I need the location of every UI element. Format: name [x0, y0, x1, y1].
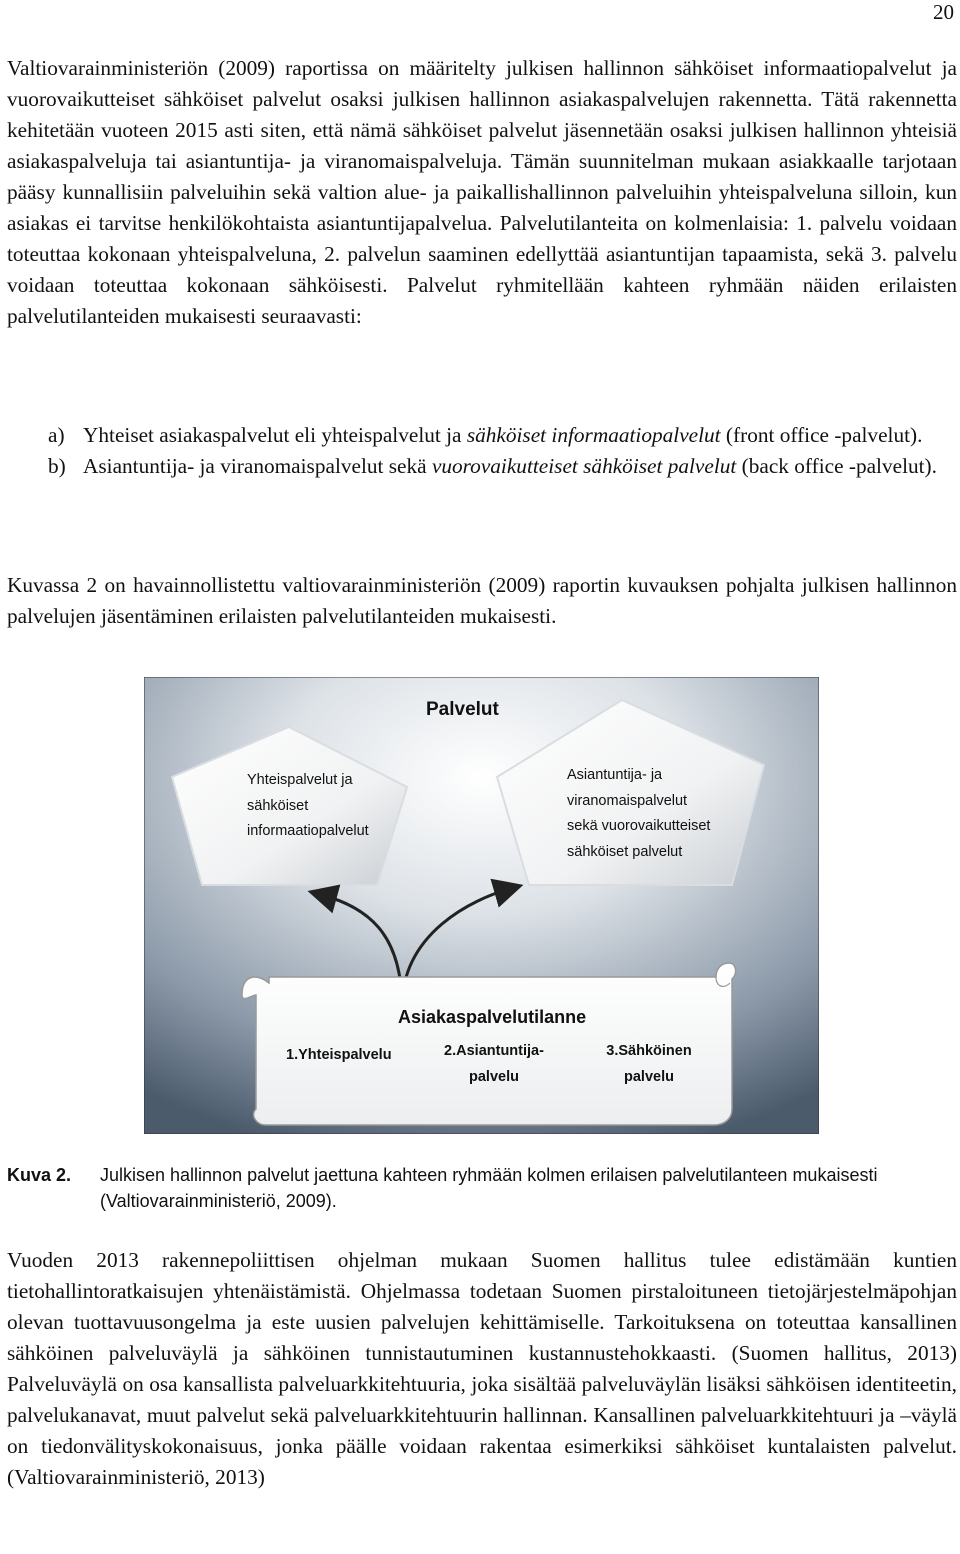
list-item-text: Yhteiset asiakaspalvelut eli yhteispalvelut ja [83, 423, 467, 447]
list-item-text-end: (back office -palvelut). [736, 454, 937, 478]
paragraph-intro: Valtiovarainministeriön (2009) raportissa on määritelty julkisen hallinnon sähköiset informaatiopalvelut ja vuorovaikutteiset sähköiset palvelut osaksi julkisen hallinnon asiakaspalvelujen rakennetta. Tätä rakennetta kehitetään vuoteen 2015 asti siten, että nämä sähköiset palvelut jäsennetään osaksi julkisen hallinnon yhteisiä asiakaspalveluja tai asiantuntija- ja viranomaispalveluja. Tämän suunnitelman mukaan asiakkaalle tarjotaan pääsy kunnallisiin palveluihin sekä valtion alue- ja paikallishallinnon palveluihin yhteispalveluna silloin, kun asiakas ei tarvitse henkilökohtaista asiantuntijapalvelua. Palvelutilanteita on kolmenlaisia: 1. palvelu voidaan toteuttaa kokonaan yhteispalveluna, 2. palvelun saaminen edellyttää asiantuntijan tapaamista, sekä 3. palvelu voidaan toteuttaa kokonaan sähköisesti. Palvelut ryhmitellään kahteen ryhmään näiden erilaisten palvelutilanteiden mukaisesti seuraavasti: [7, 56, 957, 328]
list-item [48, 451, 957, 482]
scroll-item-line: palvelu [469, 1068, 519, 1085]
scroll-item-2 [436, 1039, 552, 1090]
caption-label: Kuva 2. [7, 1165, 72, 1185]
left-pentagon-label [247, 768, 369, 845]
scroll-item-line: 2.Asiantuntija- [444, 1043, 544, 1059]
list-item [48, 420, 957, 451]
scroll-title: Asiakaspalvelutilanne [398, 1007, 587, 1027]
diagram-title: Palvelut [426, 699, 499, 720]
scroll-item-line: 1.Yhteispalvelu [286, 1047, 392, 1063]
page-number: 20 [933, 0, 954, 24]
list-item-text: Asiantuntija- ja viranomaispalvelut sekä [83, 454, 432, 478]
list-item-emphasis: sähköiset informaatiopalvelut [466, 423, 721, 447]
scroll-item-line: 3.Sähköinen [606, 1043, 692, 1059]
scroll-item-1 [286, 1043, 392, 1069]
list-marker: a) [48, 423, 65, 447]
service-group-list [48, 420, 957, 482]
left-pentagon-line: Yhteispalvelut ja [247, 772, 353, 788]
right-pentagon-line: sähköiset palvelut [567, 843, 683, 860]
list-item-text-end: (front office -palvelut). [720, 423, 923, 447]
right-pentagon-line: viranomaispalvelut [567, 792, 688, 809]
scroll-item-line: palvelu [624, 1068, 674, 1085]
right-pentagon-label [567, 763, 710, 865]
figure-services-diagram [144, 677, 819, 1134]
list-item-emphasis: vuorovaikutteiset sähköiset palvelut [431, 454, 737, 478]
right-pentagon-line: Asiantuntija- ja [567, 767, 663, 783]
caption-text: Julkisen hallinnon palvelut jaettuna kahteen ryhmään kolmen erilaisen palvelutilanteen mukaisesti (Valtiovarainministeriö, 2009). [100, 1165, 878, 1211]
left-pentagon-line: sähköiset [247, 797, 309, 814]
right-pentagon-line: sekä vuorovaikutteiset [567, 818, 711, 834]
list-marker: b) [48, 454, 66, 478]
paragraph-figure-intro: Kuvassa 2 on havainnollistettu valtiovarainministeriön (2009) raportin kuvauksen pohjalta julkisen hallinnon palvelujen jäsentäminen erilaisten palvelutilanteiden mukaisesti. [7, 573, 957, 628]
left-pentagon-line: informaatiopalvelut [247, 823, 369, 839]
paragraph-closing: Vuoden 2013 rakennepoliittisen ohjelman mukaan Suomen hallitus tulee edistämään kuntien tietohallintoratkaisujen yhtenäistämistä. Ohjelmassa todetaan Suomen pirstaloituneen tietojärjestelmäpohjan olevan tuottavuusongelma ja este uusien palvelujen kehittämiselle. Tarkoituksena on toteuttaa kansallinen sähköinen palveluväylä ja sähköinen tunnistautuminen kustannustehokkaasti. (Suomen hallitus, 2013) Palveluväylä on osa kansallista palveluarkkitehtuuria, joka sisältää palveluväylän lisäksi sähköisen identiteetin, palvelukanavat, muut palvelut sekä palveluarkkitehtuurin hallinnan. Kansallinen palveluarkkitehtuuri ja –väylä on tiedonvälityskokonaisuus, jonka päälle voidaan rakentaa esimerkiksi sähköiset kuntalaisten palvelut. (Valtiovarainministeriö, 2013) [7, 1248, 957, 1489]
scroll-item-3 [604, 1039, 694, 1090]
